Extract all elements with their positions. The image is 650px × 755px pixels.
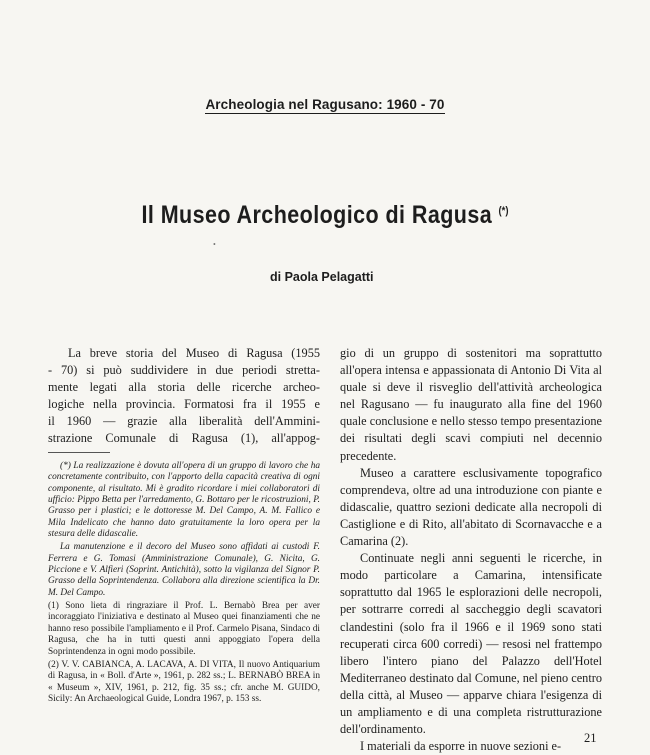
running-header-text: Archeologia nel Ragusano: 1960 - 70 bbox=[205, 97, 445, 112]
body-line: La breve storia del Museo di Ragusa (1955 bbox=[68, 346, 320, 360]
right-column-body bbox=[340, 345, 602, 755]
article-title-text: Il Museo Archeologico di Ragusa bbox=[141, 201, 493, 229]
left-column-body bbox=[48, 345, 320, 448]
author-byline: di Paola Pelagatti bbox=[270, 270, 374, 284]
paragraph: I materiali da esporre in nuove sezioni e- bbox=[360, 739, 562, 754]
article-title bbox=[46, 201, 605, 230]
paragraph-continued: gio di un gruppo di sostenitori ma soprattutto all'opera intensa e appassionata di Antonio Di Vita al quale si deve il risveglio dell'attività archeologica nel Ragusano — fu inaugurato alla fine del 1960 quale conclusione e nello stesso tempo presentazione dei risultati degli scavi compiuti nel decennio precedente. bbox=[340, 346, 602, 463]
body-line: strazione Comunale di Ragusa (1), all'appog- bbox=[48, 431, 320, 446]
running-header bbox=[0, 97, 650, 112]
body-line: - 70) si può suddividere in due periodi stretta- bbox=[48, 363, 320, 378]
footnote-star: (*) La realizzazione è dovuta all'opera di un gruppo di lavoro che ha concretamente contribuito, con l'apporto della capacità creativa di ogni componente, al risultato. Mi è gradito ricordare i miei collaboratori di ufficio: Pippo Betta per l'arredamento, G. Bottaro per le ricostruzioni, P. Grasso per i plastici; e le dottoresse M. Del Campo, A. M. Fallico e Mila Indelicato che hanno dato gratuitamente la loro opera per la stesura delle didascalie. bbox=[48, 461, 320, 540]
footnote-1: (1) Sono lieta di ringraziare il Prof. L. Bernabò Brea per aver incoraggiato l'iniziativa e destinato al Museo quei finanziamenti che ne hanno reso possibile l'ampliamento e il Prof. Carmelo Pisana, Sindaco di Ragusa, che ha in tutti questi anni appoggiato l'opera della Soprintendenza in ogni modo possibile. bbox=[48, 601, 320, 657]
decorative-bullet: • bbox=[213, 240, 216, 249]
paragraph: Museo a carattere esclusivamente topografico comprendeva, oltre ad una introduzione con piante e didascalie, quattro sezioni dedicate alla necropoli di Castiglione e di Rito, all'abitato di Scornavacche e a Camarina (2). bbox=[340, 465, 602, 549]
title-note-marker[interactable]: (*) bbox=[498, 205, 509, 217]
footnote-divider bbox=[48, 452, 110, 453]
footnote-star-continued: La manutenzione e il decoro del Museo sono affidati ai custodi F. Ferrera e G. Tomasi (Amministrazione Comunale), G. Nicita, G. Piccione e V. Alfieri (Soprint. Antichità), sotto la vigilanza del Signor P. Grasso della Soprintendenza. Collabora alla direzione scientifica la Dr. M. Del Campo. bbox=[48, 542, 320, 598]
body-line: il 1960 — grazie alla liberalità dell'Ammini- bbox=[48, 414, 320, 429]
paragraph: Continuate negli anni seguenti le ricerche, in modo particolare a Camarina, intensificate soprattutto dal 1965 le esplorazioni delle necropoli, per sottrarre corredi al saccheggio degli scavatori clandestini (solo fra il 1966 e il 1969 sono stati recuperati circa 600 corredi) — resosi nel frattempo libero l'intero piano del Palazzo dell'Hotel Mediterraneo destinato dal Comune, nel pieno centro della città, al Museo — apparve chiara l'esigenza di un ampliamento e di una completa ristrutturazione dell'ordinamento. bbox=[340, 551, 602, 737]
page-number: 21 bbox=[584, 731, 597, 745]
body-line: logiche nella provincia. Formatosi fra il 1955 e bbox=[48, 397, 320, 412]
footnotes-block bbox=[48, 461, 320, 707]
body-line: mente legati alla storia delle ricerche archeo- bbox=[48, 380, 320, 395]
footnote-2: (2) V. V. CABIANCA, A. LACAVA, A. DI VITA, Il nuovo Antiquarium di Ragusa, in « Boll. d'Arte », 1961, p. 282 ss.; L. BERNABÒ BREA in « Museum », XIV, 1961, p. 212, fig. 35 ss.; cfr. anche M. GUIDO, Sicily: An Archaeological Guide, Londra 1967, p. 153 ss. bbox=[48, 659, 320, 704]
